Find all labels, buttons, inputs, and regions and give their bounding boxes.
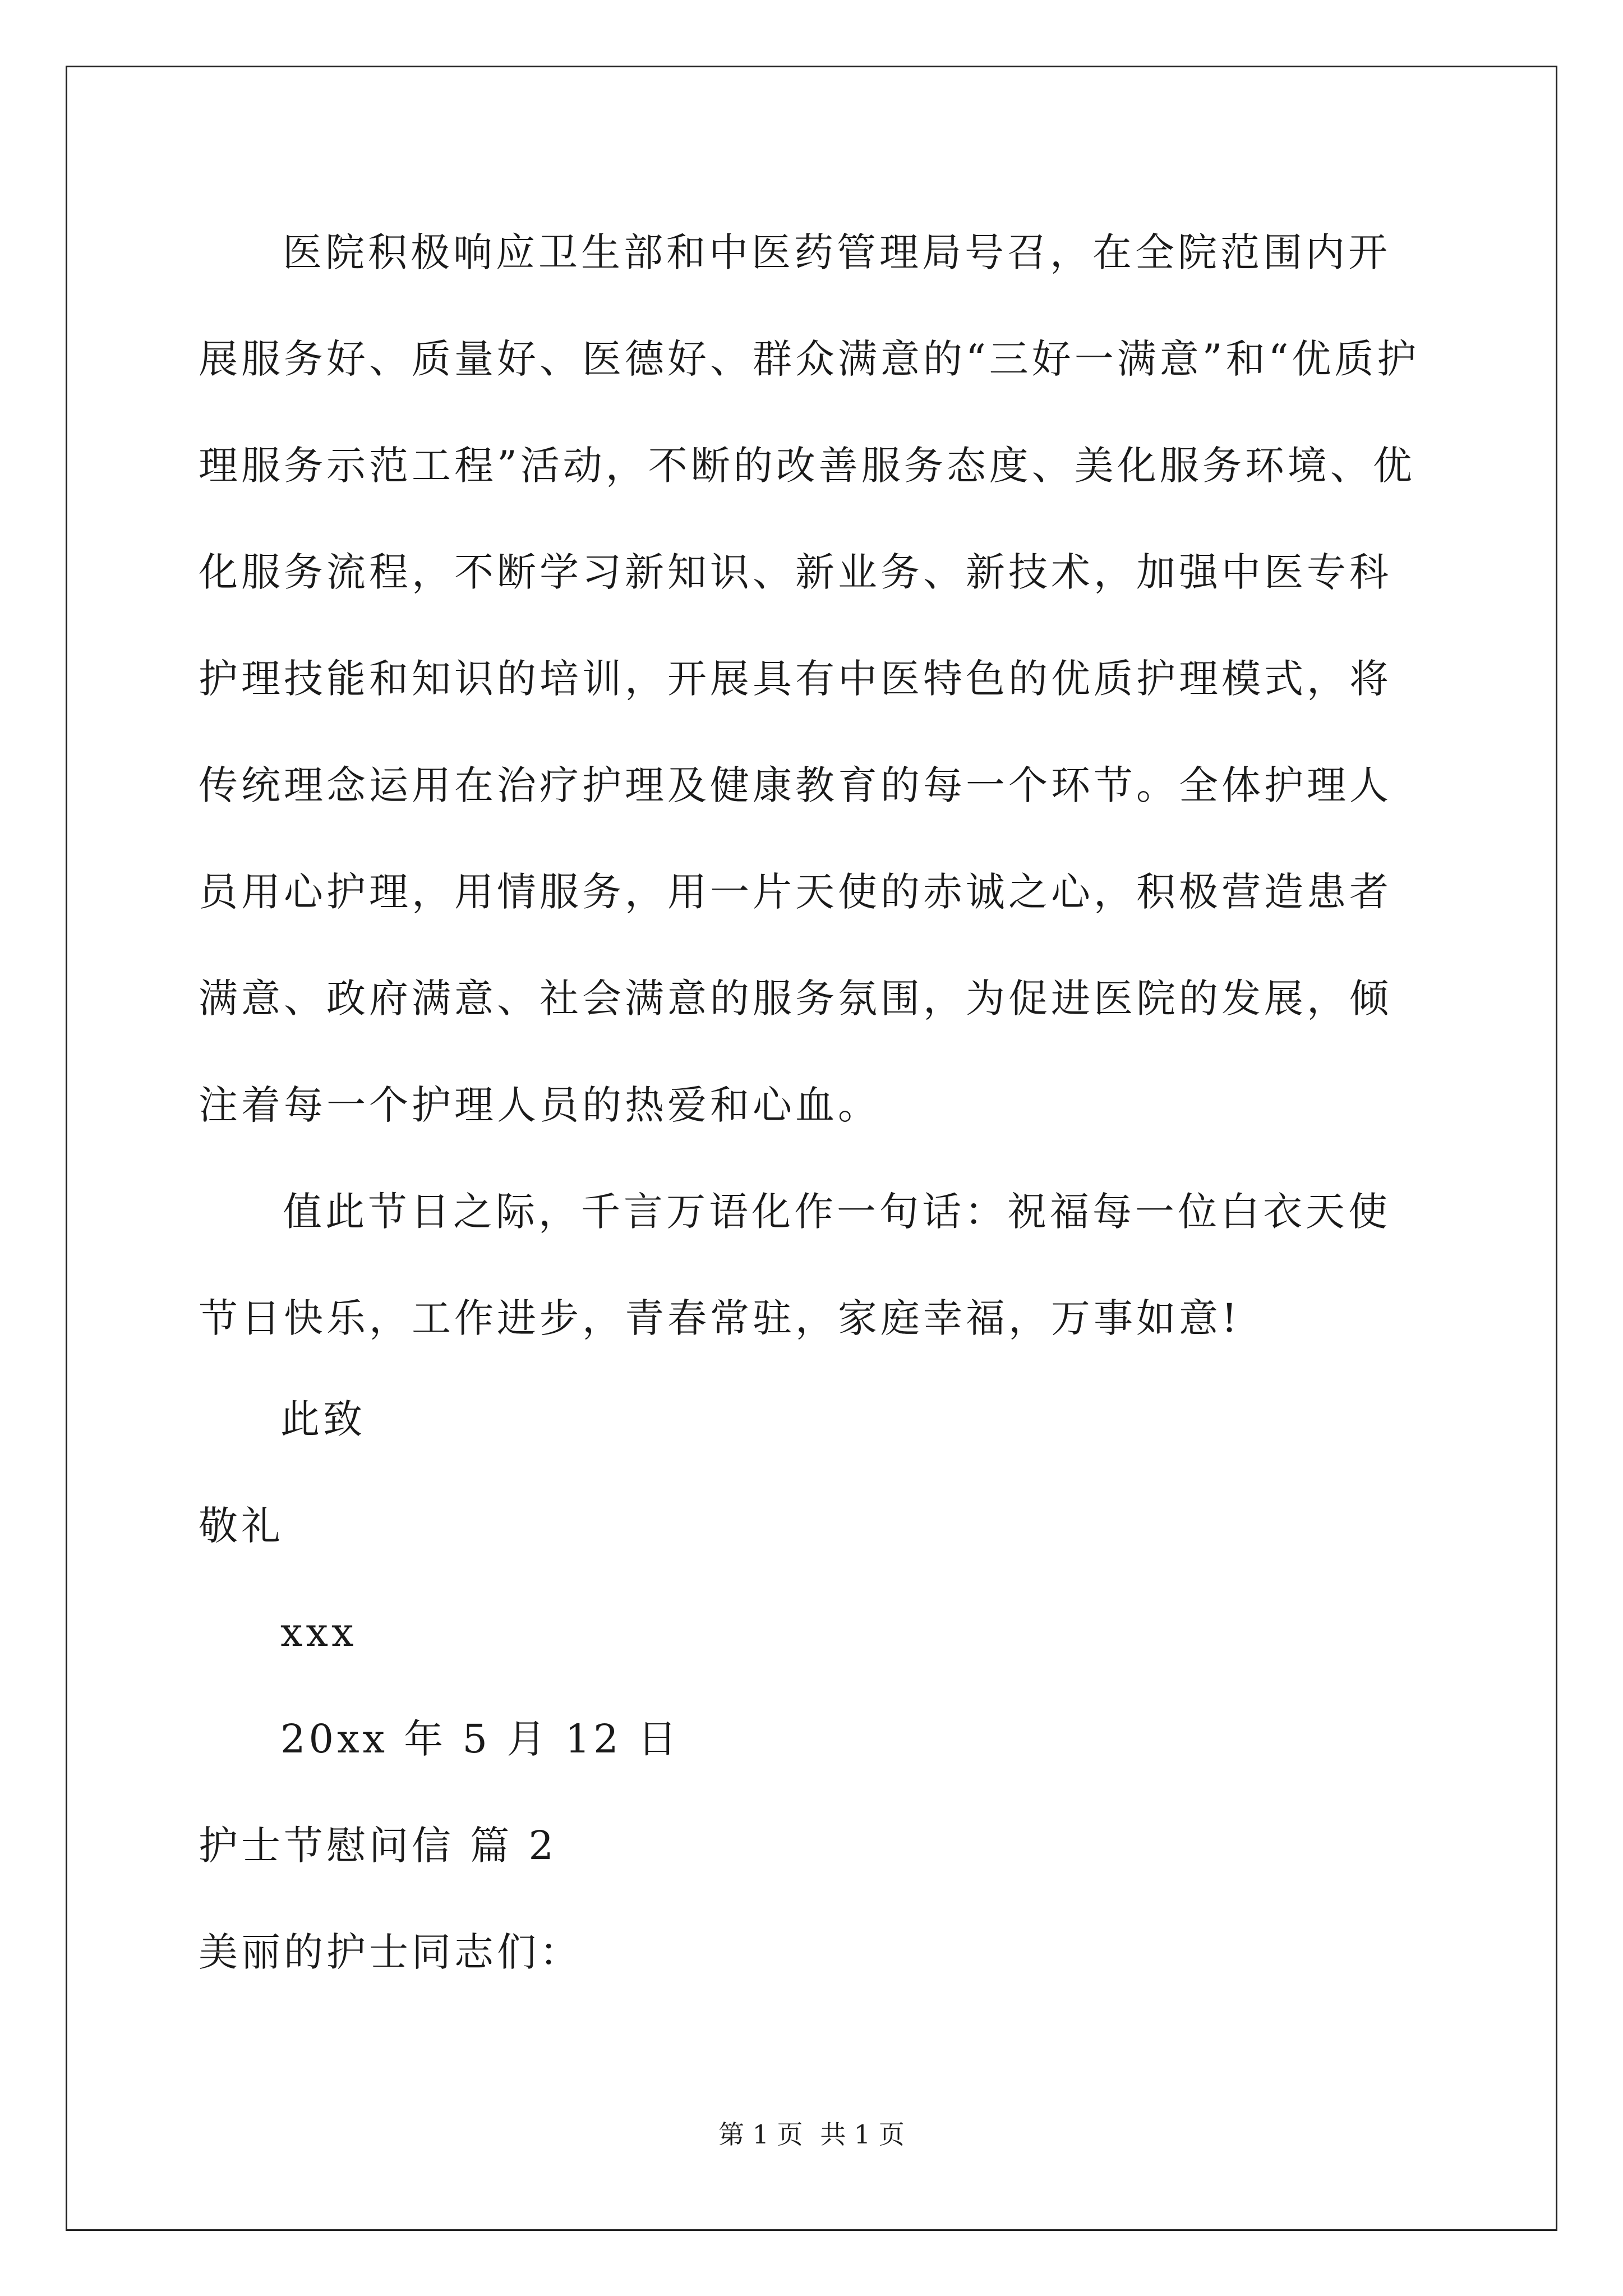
closing-salutation-1: 此致 bbox=[280, 1396, 366, 1442]
greeting-line: 美丽的护士同志们： bbox=[199, 1929, 582, 1975]
page-number: 第 1 页 bbox=[718, 2119, 803, 2150]
page-footer bbox=[0, 2118, 1623, 2151]
paragraph-1: 医院积极响应卫生部和中医药管理局号召，在全院范围内开展服务好、质量好、医德好、群众满意的“三好一满意”和“优质护理服务示范工程”活动，不断的改善服务态度、美化服务环境、优化服务流程，不断学习新知识、新业务、新技术，加强中医专科护理技能和知识的培训，开展具有中医特色的优质护理模式，将传统理念运用在治疗护理及健康教育的每一个环节。全体护理人员用心护理，用情服务，用一片天使的赤诚之心，积极营造患者满意、政府满意、社会满意的服务氛围，为促进医院的发展，倾注着每一个护理人员的热爱和心血。 bbox=[199, 229, 1420, 1128]
letter-date: 20xx 年 5 月 12 日 bbox=[280, 1716, 680, 1762]
signer-name: xxx bbox=[280, 1609, 357, 1655]
paragraph-2: 值此节日之际，千言万语化作一句话：祝福每一位白衣天使节日快乐，工作进步，青春常驻，家庭幸福，万事如意! bbox=[199, 1189, 1391, 1341]
page-total: 共 1 页 bbox=[820, 2119, 905, 2150]
letter-body bbox=[199, 199, 1430, 1372]
closing-salutation-2: 敬礼 bbox=[199, 1503, 284, 1549]
section-title: 护士节慰问信 篇 2 bbox=[199, 1823, 557, 1869]
